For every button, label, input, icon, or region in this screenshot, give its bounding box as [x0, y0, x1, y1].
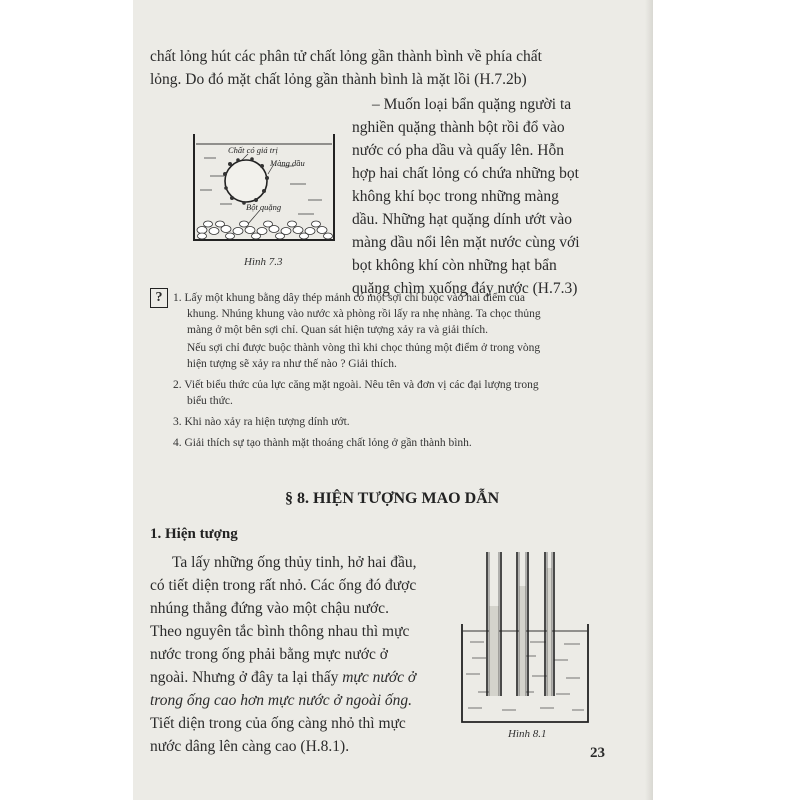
label-oil-film: Màng dầu	[270, 158, 305, 168]
cap-line-6	[150, 667, 416, 688]
ore-line-3: nước có pha dầu và quấy lên. Hỗn	[352, 142, 565, 159]
capillary-tube-narrow	[545, 552, 554, 696]
ore-line-1: – Muốn loại bẩn quặng người ta	[372, 96, 572, 113]
label-ore-mud: Bột quặng	[246, 202, 282, 212]
subheading: 1. Hiện tượng	[150, 526, 238, 542]
cap-line-5: nước trong ống phải bằng mực nước ở	[150, 646, 388, 663]
ore-line-4: hợp hai chất lỏng có chứa những bọt	[352, 165, 579, 182]
section-title: § 8. HIỆN TƯỢNG MAO DẪN	[285, 490, 500, 507]
page-number: 23	[590, 745, 605, 761]
cap-line-6-text: ngoài. Nhưng ở đây ta lại thấy	[150, 669, 339, 686]
q3: 3. Khi nào xảy ra hiện tượng dính ướt.	[173, 416, 350, 428]
cap-line-3: nhúng thẳng đứng vào một chậu nước.	[150, 600, 389, 617]
ore-line-9: quặng chìm xuống đáy nước (H.7.3)	[352, 280, 578, 297]
ore-sediment	[197, 221, 333, 239]
capillary-tube-wide	[487, 552, 501, 696]
q2-line-1: 2. Viết biểu thức của lực căng mặt ngoài. Nêu tên và đơn vị các đại lượng trong	[173, 379, 539, 391]
page-edge	[645, 0, 653, 800]
q1b-line-2: hiện tượng sẽ xảy ra như thế nào ? Giải thích.	[187, 358, 397, 370]
q1-line-2: khung. Nhúng khung vào nước xà phòng rồi lấy ra nhẹ nhàng. Ta chọc thủng	[187, 308, 541, 320]
capillary-tube-medium	[517, 552, 528, 696]
ore-line-2: nghiền quặng thành bột rồi đổ vào	[352, 119, 565, 136]
cap-line-after-1: Tiết diện trong của ống càng nhỏ thì mực	[150, 715, 406, 732]
cap-line-4: Theo nguyên tắc bình thông nhau thì mực	[150, 623, 410, 640]
ore-line-5: không khí bọc trong những màng	[352, 188, 559, 205]
cap-line-after-2: nước dâng lên càng cao (H.8.1).	[150, 738, 350, 755]
q1b-line-1: Nếu sợi chỉ được buộc thành vòng thì khi chọc thủng một điểm ở trong vòng	[187, 342, 541, 354]
ore-line-8: bọt không khí còn những hạt bẩn	[352, 257, 557, 274]
figure-8-1	[456, 546, 596, 728]
intro-line-1: chất lỏng hút các phân tử chất lỏng gần thành bình về phía chất	[150, 48, 542, 65]
figure-7-3-caption: Hình 7.3	[244, 256, 283, 268]
q1-line-1: 1. Lấy một khung bằng dây thép mảnh có một sợi chỉ buộc vào hai điểm của	[173, 292, 525, 304]
question-box-icon: ?	[150, 288, 168, 308]
ore-line-6: dầu. Những hạt quặng dính ướt vào	[352, 211, 573, 228]
ore-line-7: màng dầu nổi lên mặt nước cùng với	[352, 234, 580, 251]
q4: 4. Giải thích sự tạo thành mặt thoáng chất lỏng ở gần thành bình.	[173, 437, 472, 449]
cap-italic-1: mực nước ở	[342, 669, 417, 686]
cap-italic-line: trong ống cao hơn mực nước ở ngoài ống.	[150, 692, 413, 709]
q2-line-2: biểu thức.	[187, 395, 233, 407]
q1-line-3: màng ở một bên sợi chỉ. Quan sát hiện tượng xảy ra và giải thích.	[187, 324, 489, 336]
intro-line-2: lỏng. Do đó mặt chất lỏng gần thành bình là mặt lồi (H.7.2b)	[150, 71, 527, 88]
cap-line-2: có tiết diện trong rất nhỏ. Các ống đó được	[150, 577, 417, 594]
figure-7-3	[190, 128, 340, 250]
cap-line-1: Ta lấy những ống thủy tinh, hở hai đầu,	[172, 554, 417, 571]
label-valuable: Chất có giá trị	[228, 145, 278, 155]
figure-8-1-caption: Hình 8.1	[508, 728, 547, 740]
